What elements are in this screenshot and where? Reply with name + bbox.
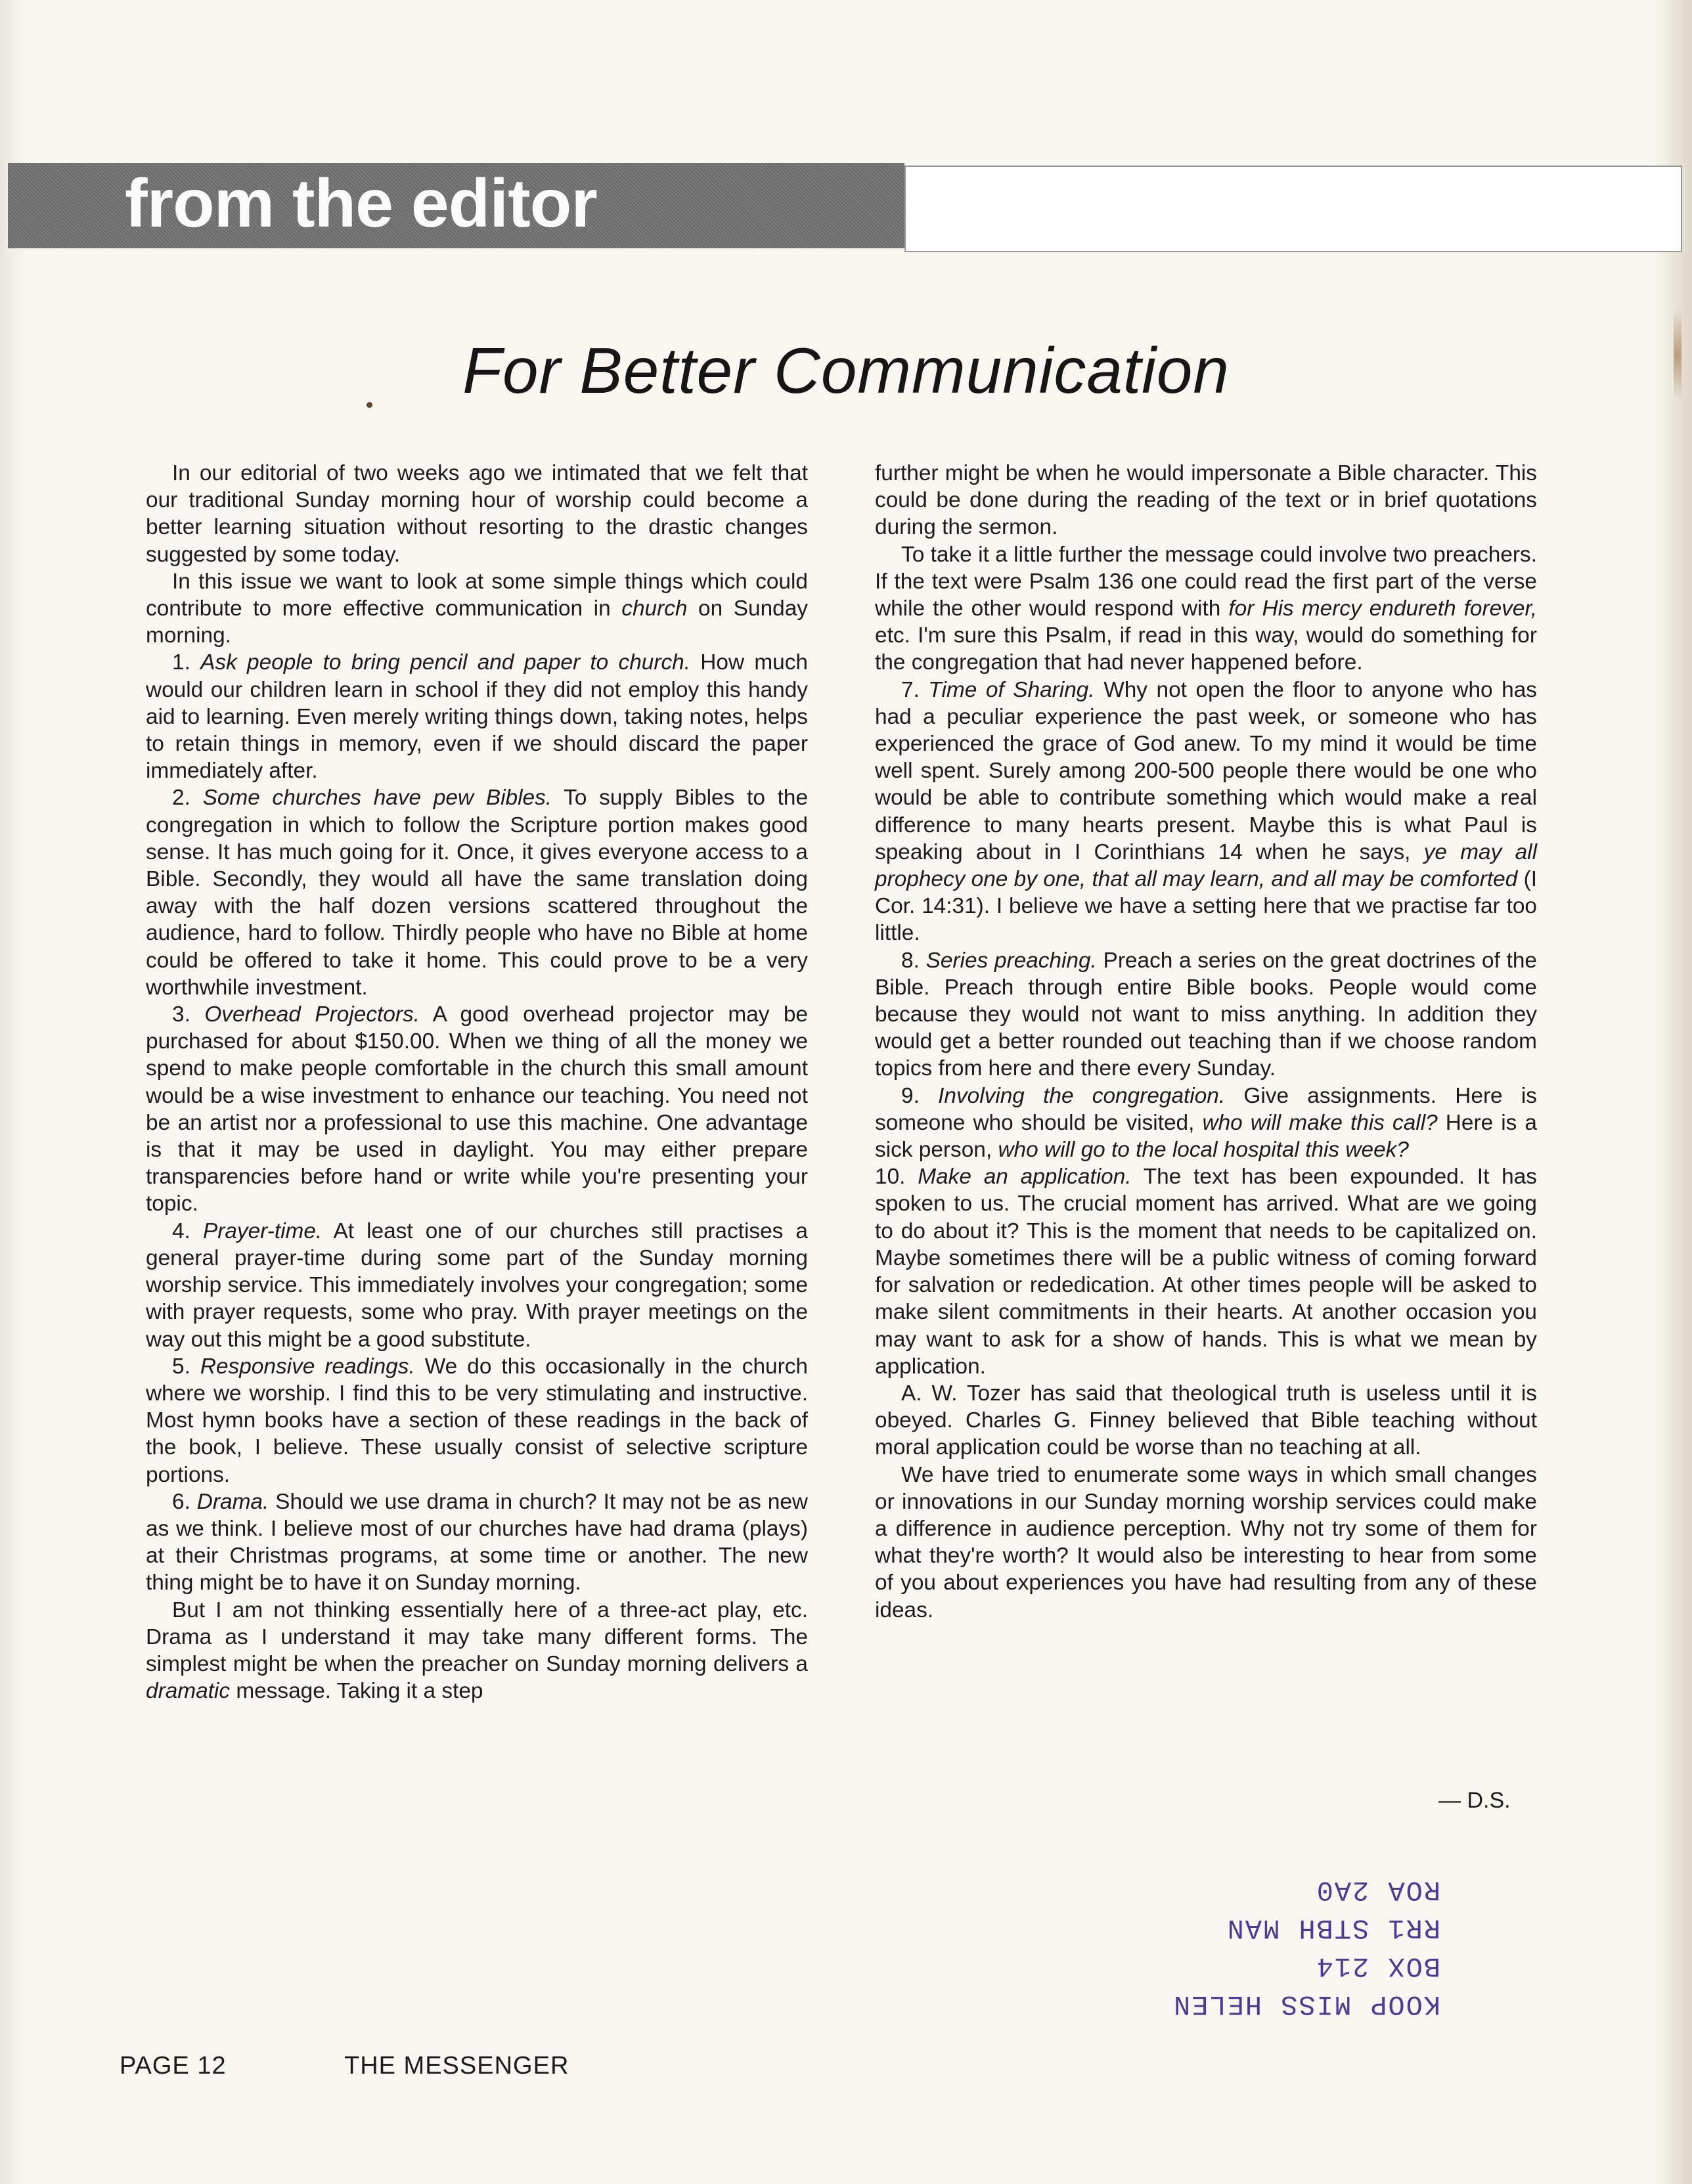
body-text: etc. I'm sure this Psalm, if read in this way, would do something for the congregation that had never happened before. xyxy=(875,623,1537,675)
article-paragraph xyxy=(146,460,808,568)
body-text: We do this occasionally in the church where we worship. I find this to be very stimulating and instructive. Most hymn books have a section of these readings in the back of the book, I believe. These usually consist of selective scripture portions. xyxy=(146,1354,808,1487)
body-text: To take it a little further the message could involve two preachers. If the text were Psalm 136 one could read the first part of the verse while the other would respond with xyxy=(875,542,1537,621)
body-text: (I Cor. 14:31). I believe we have a setting here that we practise far too little. xyxy=(875,867,1537,946)
italic-text: church xyxy=(621,596,688,621)
page-number: PAGE 12 xyxy=(120,2052,227,2080)
italic-text: Time of Sharing. xyxy=(928,677,1095,702)
body-text: Why not open the floor to anyone who has had a peculiar experience the past week, or someone who has experienced the grace of God anew. To my mind it would be time well spent. Surely among 200-500 people there would be one who would be able to contribute something which would make a real difference to many hearts present. Maybe this is what Paul is speaking about in I Corinthians 14 when he says, xyxy=(875,677,1537,864)
body-text: Here is a sick person, xyxy=(875,1110,1537,1163)
body-text: Should we use drama in church? It may not be as new as we think. I believe most of our churches have had drama (plays) at their Christmas programs, at some time or another. The new thing might be to have it on Sunday morning. xyxy=(146,1489,809,1595)
body-text: Preach a series on the great doctrines of the Bible. Preach through entire Bible books. People would come because they would not want to miss anything. In addition they would get a better rounded out teaching than if we choose random topics from here and there every Sunday. xyxy=(875,948,1537,1081)
article-paragraph xyxy=(146,1353,808,1488)
body-text: 8. xyxy=(901,948,926,973)
body-text: 2. xyxy=(172,786,203,811)
italic-text: Some churches have pew Bibles. xyxy=(202,786,552,811)
publication-name: THE MESSENGER xyxy=(344,2052,569,2080)
body-text: 7. xyxy=(901,677,929,702)
body-text: How much would our children learn in school if they did not employ this handy aid to learning. Even merely writing things down, taking notes, helps to retain things in memory, even if we should discard the paper immediately after. xyxy=(146,650,808,784)
body-text: Give assignments. Here is someone who should be visited, xyxy=(875,1083,1537,1135)
italic-text: Responsive readings. xyxy=(200,1354,415,1379)
stamp-line-name: KOOP MISS HELEN xyxy=(1172,1988,1441,2020)
article-paragraph xyxy=(875,541,1537,677)
article-paragraph xyxy=(875,947,1537,1082)
italic-text: Make an application. xyxy=(918,1165,1132,1190)
author-signature: — D.S. xyxy=(1438,1788,1511,1813)
stamp-line-route: RR1 STBH MAN xyxy=(1226,1912,1441,1944)
italic-text: ye may all prophecy one by one, that all may learn, and all may be comforted xyxy=(875,839,1537,892)
italic-text: who will make this call? xyxy=(1202,1110,1438,1135)
italic-text: Ask people to bring pencil and paper to church. xyxy=(200,650,690,675)
body-text: further might be when he would impersonate a Bible character. This could be done during the reading of the text or in brief quotations during the sermon. xyxy=(875,461,1537,540)
article-paragraph xyxy=(146,1218,808,1353)
article-paragraph xyxy=(146,1488,808,1597)
article-paragraph xyxy=(875,460,1537,541)
article-paragraph xyxy=(146,1001,808,1218)
article-paragraph xyxy=(875,1380,1537,1461)
body-text: In this issue we want to look at some simple things which could contribute to more effective communication in xyxy=(146,569,808,621)
stamp-line-postal: ROA 2A0 xyxy=(1315,1874,1441,1905)
article-column-right xyxy=(875,460,1537,1624)
article-paragraph xyxy=(875,1163,1537,1380)
body-text: In our editorial of two weeks ago we intimated that we felt that our traditional Sunday morning hour of worship could become a better learning situation without resorting to the drastic changes suggested by some today. xyxy=(146,461,808,567)
body-text: 10. xyxy=(875,1165,918,1190)
body-text: A. W. Tozer has said that theological truth is useless until it is obeyed. Charles G. Finney believed that Bible teaching without moral application could be worse than no teaching at all. xyxy=(875,1381,1537,1460)
body-text: But I am not thinking essentially here of a three-act play, etc. Drama as I understand it may take many different forms. The simplest might be when the preacher on Sunday morning delivers a xyxy=(146,1597,808,1676)
italic-text: Involving the congregation. xyxy=(938,1083,1226,1108)
italic-text: Overhead Projectors. xyxy=(204,1002,420,1027)
article-paragraph xyxy=(146,784,808,1001)
body-text: To supply Bibles to the congregation in which to follow the Scripture portion makes good sense. It has much going for it. Once, it gives everyone access to a Bible. Secondly, they would all have the same translation doing away with the half dozen versions scattered throughout the audience, hard to follow. Thirdly people who have no Bible at home could be offered to take it home. This could prove to be a very worthwhile investment. xyxy=(146,786,809,1000)
ink-speck xyxy=(367,402,372,408)
italic-text: Drama. xyxy=(196,1489,269,1514)
body-text: on Sunday morning. xyxy=(146,596,809,648)
body-text: 6. xyxy=(172,1489,197,1514)
body-text: At least one of our churches still practises a general prayer-time during some part of the Sunday morning worship service. This immediately involves your congregation; some with prayer requests, some who pray. With prayer meetings on the way out this might be a good substitute. xyxy=(146,1218,808,1352)
body-text: 1. xyxy=(172,650,201,675)
article-paragraph xyxy=(875,1082,1537,1164)
body-text: message. Taking it a step xyxy=(230,1679,483,1704)
italic-text: dramatic xyxy=(146,1679,231,1704)
body-text: 4. xyxy=(172,1218,203,1243)
article-paragraph xyxy=(146,649,808,784)
italic-text: who will go to the local hospital this week? xyxy=(998,1138,1409,1163)
italic-text: Prayer-time. xyxy=(202,1218,323,1243)
section-banner-title: from the editor xyxy=(125,166,597,242)
article-paragraph xyxy=(875,1461,1537,1624)
banner-blank-box xyxy=(904,166,1682,252)
body-text: 5. xyxy=(172,1354,200,1379)
body-text: The text has been expounded. It has spoken to us. The crucial moment has arrived. What are we going to do about it? This is the moment that needs to be capitalized on. Maybe sometimes there will be a public witness of coming forward for salvation or rededication. At other times people will be asked to make silent commitments in their hearts. At another occasion you may want to ask for a show of hands. This is what we mean by application. xyxy=(875,1165,1537,1379)
stamp-line-box: BOX 214 xyxy=(1315,1950,1441,1982)
italic-text: for His mercy endureth forever, xyxy=(1228,596,1537,621)
article-column-left xyxy=(146,460,808,1705)
article-paragraph xyxy=(875,677,1537,947)
body-text: A good overhead projector may be purchased for about $150.00. When we thing of all the money we spend to make people comfortable in the church this small amount would be a wise investment to enhance our teaching. You need not be an artist nor a professional to use this machine. One advantage is that it may be used in daylight. You may either prepare transparencies before hand or write while you're presenting your topic. xyxy=(146,1002,808,1216)
body-text: 9. xyxy=(901,1083,939,1108)
article-paragraph xyxy=(146,568,808,650)
mailing-address-stamp xyxy=(1172,1871,1440,2023)
article-headline: For Better Communication xyxy=(462,334,1230,407)
italic-text: Series preaching. xyxy=(925,948,1097,973)
article-paragraph xyxy=(146,1597,808,1705)
body-text: We have tried to enumerate some ways in which small changes or innovations in our Sunday morning worship services could make a difference in audience perception. Why not try some of them for what they're worth? It would also be interesting to hear from some of you about experiences you have had resulting from any of these ideas. xyxy=(875,1462,1537,1622)
body-text: 3. xyxy=(172,1002,205,1027)
